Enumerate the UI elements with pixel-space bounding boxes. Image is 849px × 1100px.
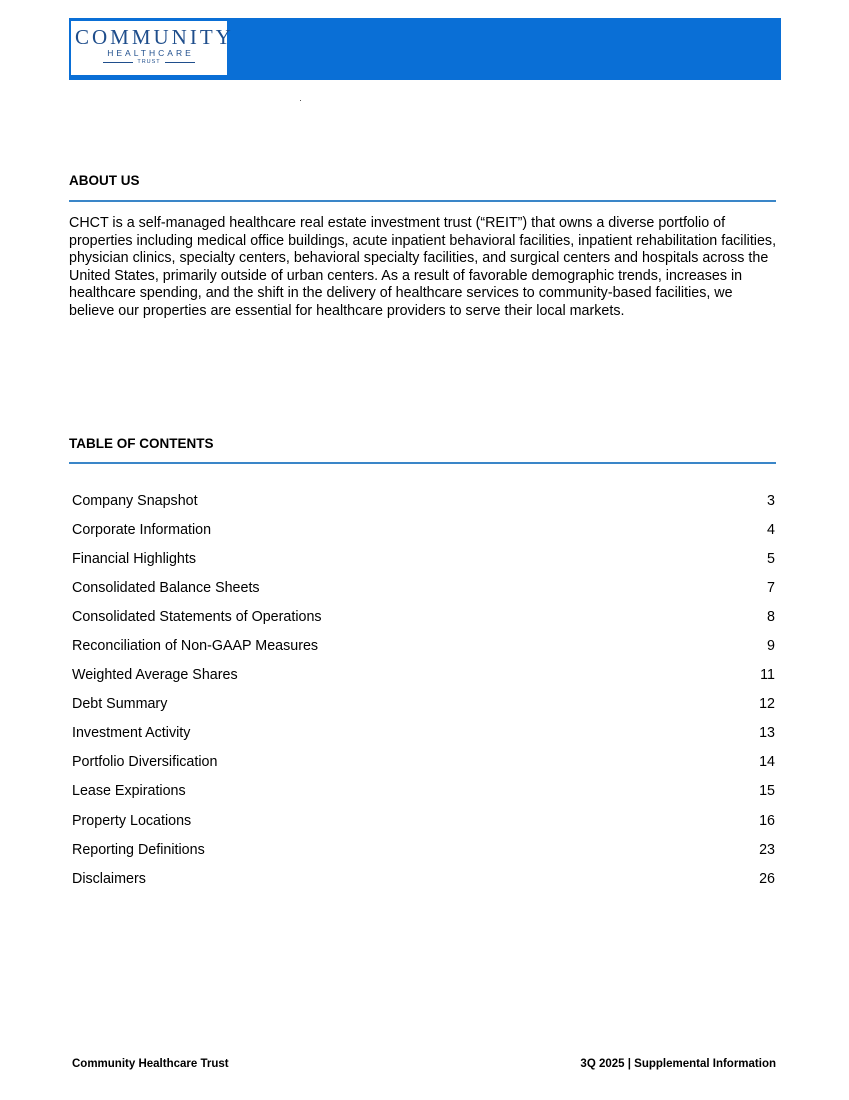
logo-trust: TRUST: [137, 59, 161, 65]
footer-period: 3Q 2025 | Supplemental Information: [580, 1058, 776, 1070]
toc-entry-page[interactable]: 15: [759, 783, 775, 800]
toc-entry-page[interactable]: 26: [759, 870, 775, 887]
toc-entry-page[interactable]: 23: [759, 841, 775, 858]
toc-row[interactable]: [72, 719, 775, 748]
toc-entry-label[interactable]: Property Locations: [72, 812, 192, 829]
toc-row[interactable]: [72, 544, 775, 573]
toc-entry-label[interactable]: Financial Highlights: [72, 550, 196, 567]
toc-entry-page[interactable]: 5: [767, 550, 775, 567]
toc-entry-page[interactable]: 16: [759, 812, 775, 829]
toc-row[interactable]: [72, 835, 775, 864]
toc-entry-page[interactable]: 4: [767, 521, 775, 538]
toc-entry-label[interactable]: Consolidated Balance Sheets: [72, 579, 260, 596]
toc-entry-page[interactable]: 3: [767, 492, 775, 509]
company-logo: [71, 21, 234, 75]
toc-row[interactable]: [72, 486, 775, 515]
logo-subtitle: HEALTHCARE: [107, 48, 194, 58]
toc-title: TABLE OF CONTENTS: [69, 436, 214, 451]
logo-rule-right: [165, 62, 195, 63]
toc-row[interactable]: [72, 515, 775, 544]
toc-entry-label[interactable]: Portfolio Diversification: [72, 754, 218, 771]
toc-entry-page[interactable]: 13: [759, 725, 775, 742]
toc-row[interactable]: [72, 573, 775, 602]
table-of-contents: [72, 486, 775, 893]
toc-entry-page[interactable]: 12: [759, 696, 775, 713]
toc-row[interactable]: [72, 864, 775, 893]
toc-row[interactable]: [72, 661, 775, 690]
toc-entry-label[interactable]: Weighted Average Shares: [72, 667, 238, 684]
footer-company: Community Healthcare Trust: [72, 1058, 229, 1070]
toc-row[interactable]: [72, 777, 775, 806]
stray-dot: [300, 100, 301, 101]
toc-divider: [69, 462, 776, 464]
toc-row[interactable]: [72, 806, 775, 835]
about-body: CHCT is a self-managed healthcare real estate investment trust (“REIT”) that owns a diverse portfolio of properties including medical office buildings, acute inpatient behavioral facilities, inpatient rehabilitation facilities, physician clinics, specialty centers, behavioral specialty facilities, and surgical centers and hospitals across the United States, primarily outside of urban centers. As a result of favorable demographic trends, increases in healthcare spending, and the shift in the delivery of healthcare services to community-based facilities, we believe our properties are essential for healthcare providers to serve their local markets.: [69, 215, 777, 319]
about-divider: [69, 200, 776, 202]
toc-entry-label[interactable]: Debt Summary: [72, 696, 168, 713]
toc-entry-label[interactable]: Company Snapshot: [72, 492, 198, 509]
toc-row[interactable]: [72, 748, 775, 777]
toc-entry-page[interactable]: 9: [767, 638, 775, 655]
toc-entry-page[interactable]: 8: [767, 608, 775, 625]
toc-entry-label[interactable]: Disclaimers: [72, 870, 146, 887]
toc-entry-label[interactable]: Corporate Information: [72, 521, 212, 538]
about-title: ABOUT US: [69, 173, 140, 188]
logo-trust-row: [72, 59, 226, 65]
toc-entry-label[interactable]: Reconciliation of Non-GAAP Measures: [72, 638, 319, 655]
toc-row[interactable]: [72, 602, 775, 631]
toc-entry-page[interactable]: 7: [767, 579, 775, 596]
toc-entry-page[interactable]: 11: [760, 667, 775, 684]
toc-entry-label[interactable]: Reporting Definitions: [72, 841, 205, 858]
toc-entry-page[interactable]: 14: [759, 754, 775, 771]
header-bar: [69, 18, 781, 80]
toc-entry-label[interactable]: Lease Expirations: [72, 783, 186, 800]
logo-wordmark: COMMUNITY: [75, 25, 234, 49]
toc-row[interactable]: [72, 631, 775, 660]
toc-row[interactable]: [72, 690, 775, 719]
toc-entry-label[interactable]: Consolidated Statements of Operations: [72, 608, 322, 625]
logo-rule-left: [103, 62, 133, 63]
toc-entry-label[interactable]: Investment Activity: [72, 725, 191, 742]
